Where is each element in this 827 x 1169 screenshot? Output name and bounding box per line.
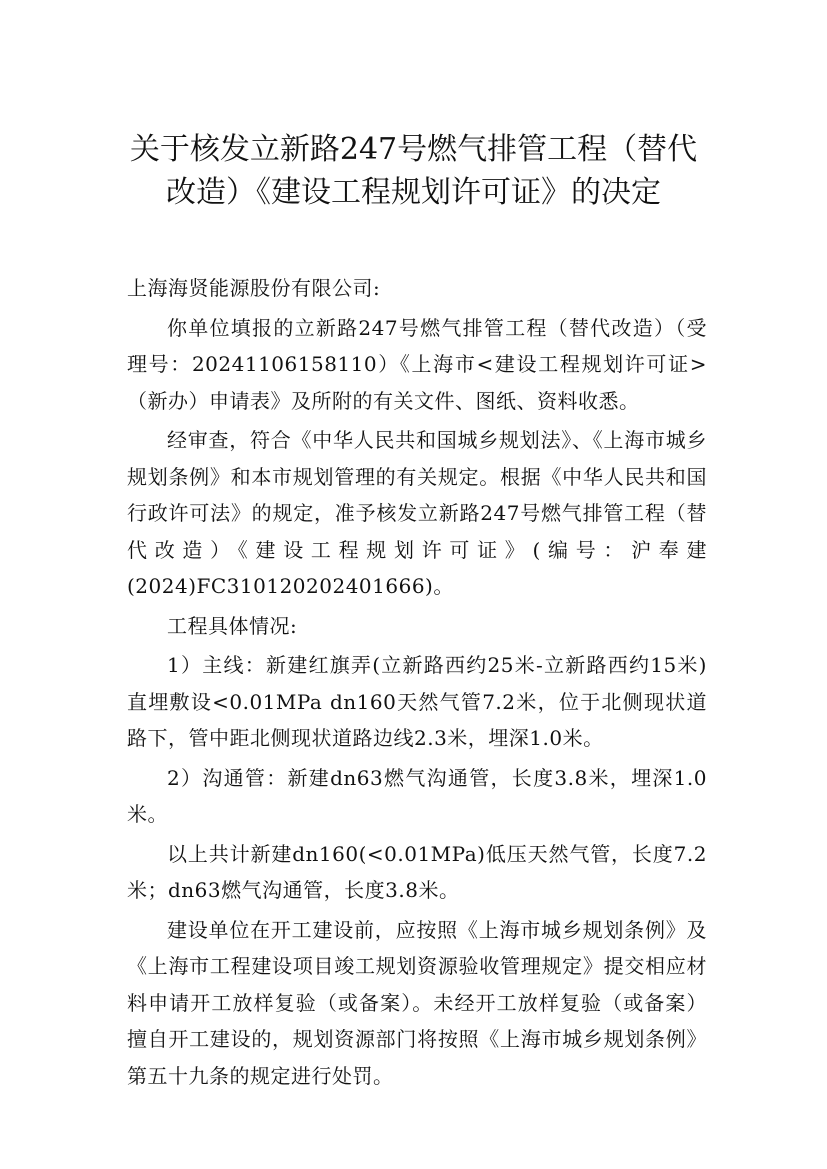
- paragraph-main-line: 1）主线：新建红旗弄(立新路西约25米-立新路西约15米)直埋敷设<0.01MPa dn160天然气管7.2米，位于北侧现状道路下，管中距北侧现状道路边线2.3米，埋深1.0米。: [127, 653, 707, 750]
- title-line-1: 关于核发立新路247号燃气排管工程（替代: [129, 132, 698, 167]
- title-line-2: 改造）《建设工程规划许可证》的决定: [166, 175, 661, 210]
- addressee: 上海海贤能源股份有限公司:: [127, 276, 381, 300]
- document-title: [80, 128, 747, 214]
- paragraph-project-heading: 工程具体情况:: [167, 613, 298, 638]
- paragraph-total: 以上共计新建dn160(<0.01MPa)低压天然气管，长度7.2米；dn63燃气沟通管，长度3.8米。: [127, 841, 707, 902]
- paragraph-requirements: 建设单位在开工建设前，应按照《上海市城乡规划条例》及《上海市工程建设项目竣工规划资源验收管理规定》提交相应材料申请开工放样复验（或备案）。未经开工放样复验（或备案）擅自开工建设的，规划资源部门将按照《上海市城乡规划条例》第五十九条的规定进行处罚。: [127, 917, 707, 1088]
- paragraph-receipt: 你单位填报的立新路247号燃气排管工程（替代改造）（受理号：20241106158110）《上海市<建设工程规划许可证>（新办）申请表》及所附的有关文件、图纸、资料收悉。: [127, 315, 707, 413]
- document-body: [127, 270, 707, 1094]
- paragraph-connecting-pipe: 2）沟通管：新建dn63燃气沟通管，长度3.8米，埋深1.0米。: [127, 765, 707, 826]
- paragraph-review: 经审查，符合《中华人民共和国城乡规划法》、《上海市城乡规划条例》和本市规划管理的有关规定。根据《中华人民共和国行政许可法》的规定，准予核发立新路247号燃气排管工程（替代改造）《建设工程规划许可证》(编号：沪奉建(2024)FC310120202401666)。: [127, 428, 707, 598]
